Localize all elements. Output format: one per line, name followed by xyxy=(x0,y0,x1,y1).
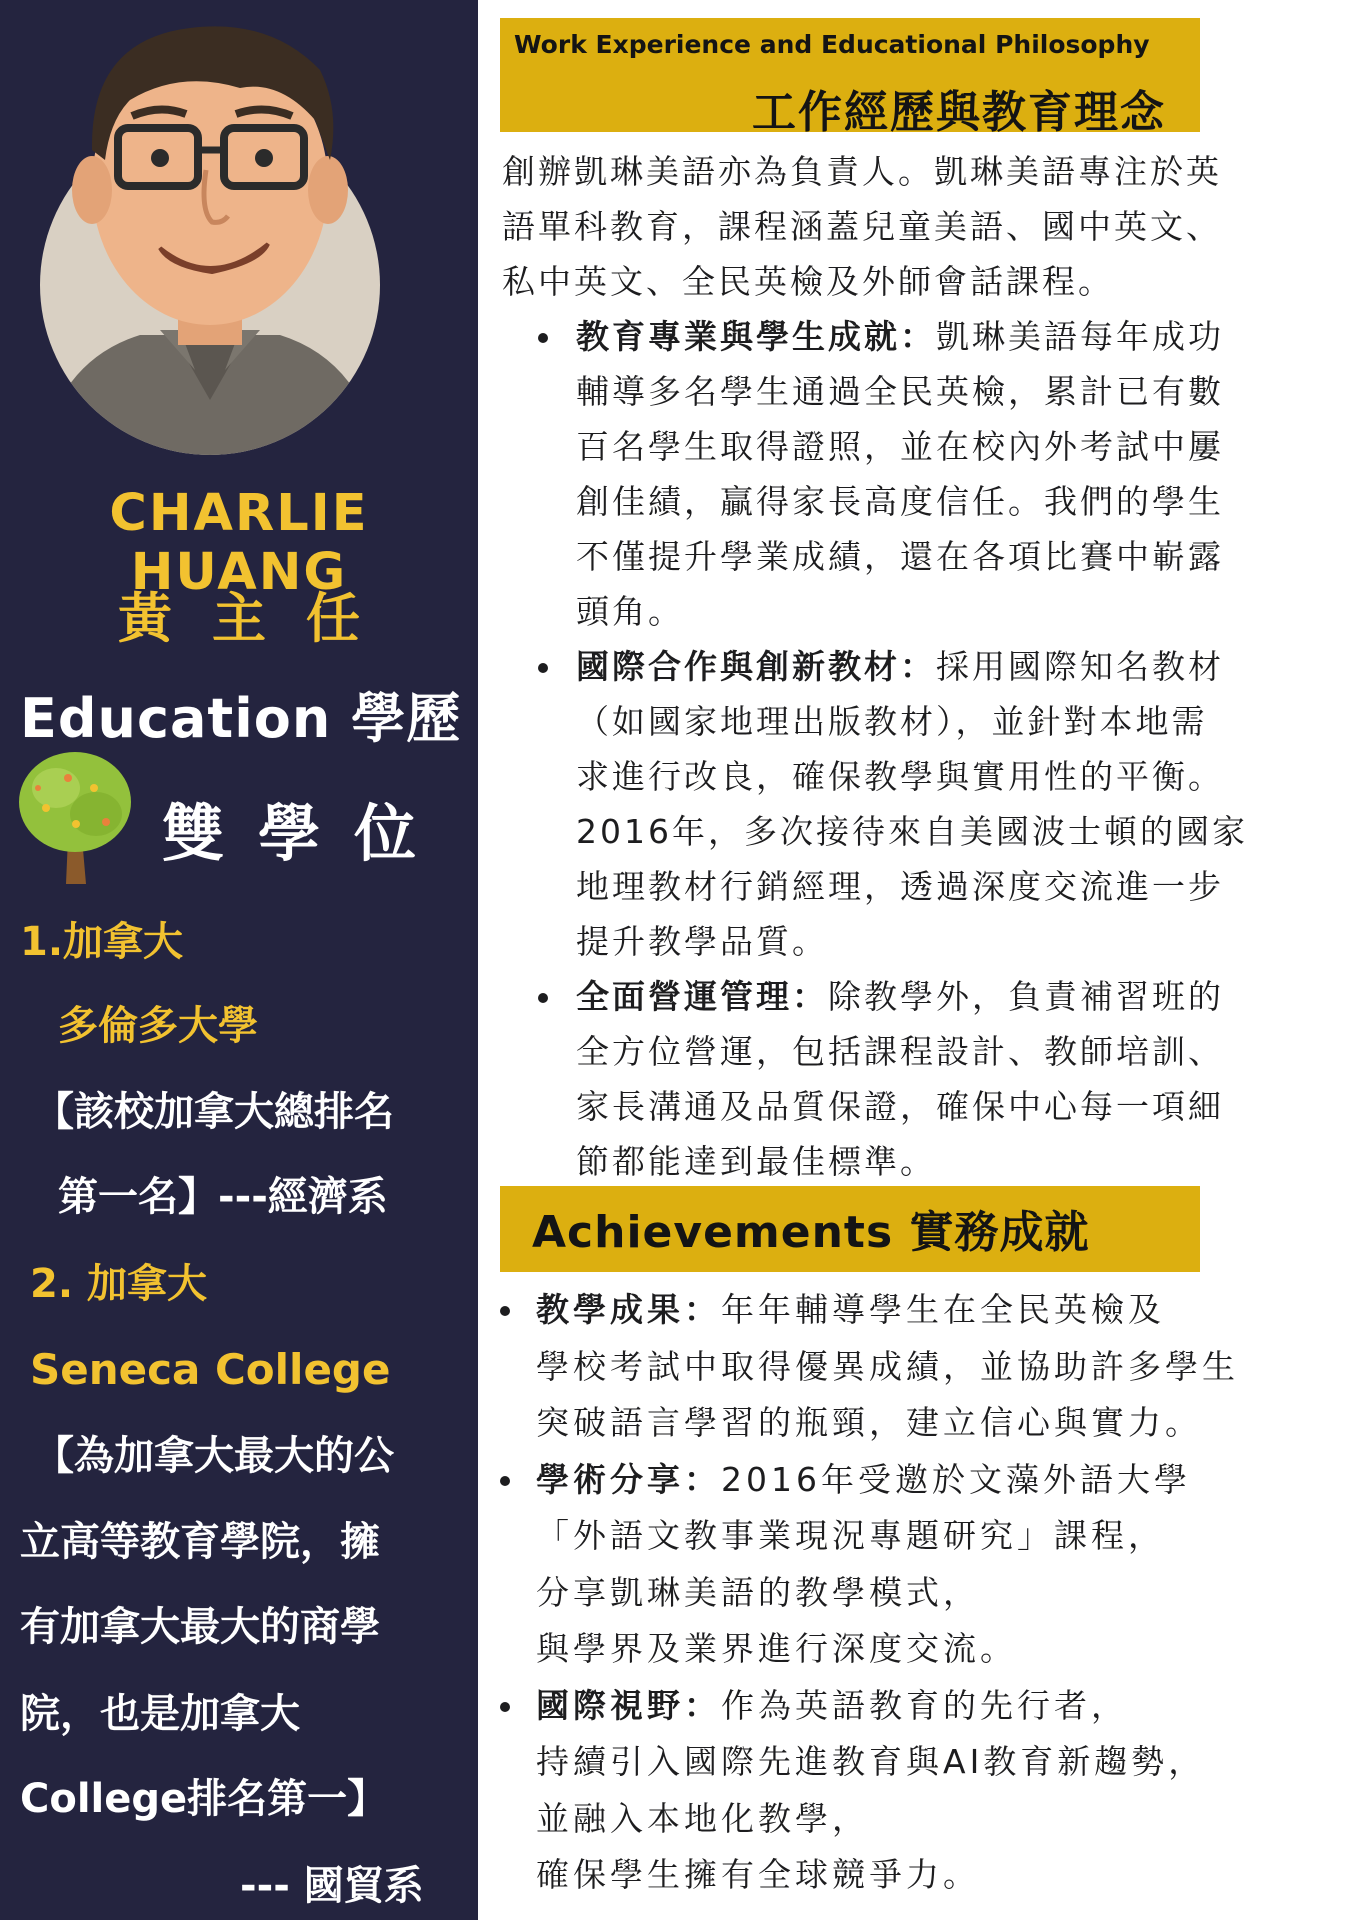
intro-line: 語單科教育，課程涵蓋兒童美語、國中英文、 xyxy=(502,207,1222,246)
name-chinese: 黃主任 xyxy=(118,587,400,650)
bullet-text: 2016年，多次接待來自美國波士頓的國家 xyxy=(576,812,1248,851)
bullet-text: 採用國際知名教材 xyxy=(936,647,1224,686)
list-item xyxy=(500,1452,1350,1678)
work-subtitle: Work Experience and Educational Philosophy xyxy=(514,30,1150,59)
degree-label: 雙學位 xyxy=(162,797,451,870)
avatar-illustration xyxy=(20,0,400,455)
education-heading: Education 學歷 xyxy=(20,687,462,750)
bullet-text: 並融入本地化教學， xyxy=(536,1798,869,1838)
edu-line: College排名第一】 xyxy=(20,1776,388,1822)
list-item xyxy=(500,1282,1350,1452)
bullet-text: 提升教學品質。 xyxy=(576,922,828,961)
edu-line: 多倫多大學 xyxy=(58,1003,258,1049)
list-item xyxy=(538,969,1338,1189)
bullet-text: 與學界及業界進行深度交流。 xyxy=(536,1629,1017,1668)
name-english: CHARLIE HUANG xyxy=(109,484,369,602)
bullet-text: 百名學生取得證照，並在校內外考試中屢 xyxy=(576,427,1224,466)
bullet-text: 求進行改良，確保教學與實用性的平衡。 xyxy=(576,757,1224,796)
achievements-title: Achievements 實務成就 xyxy=(532,1207,1090,1258)
bullet-text: 作為英語教育的先行者， xyxy=(721,1685,1128,1725)
list-item xyxy=(538,309,1338,639)
work-intro xyxy=(502,144,1332,309)
bullet-text: 確保學生擁有全球競爭力。 xyxy=(536,1855,980,1894)
bullet-label: 教學成果： xyxy=(536,1290,721,1329)
achievements-bullet-list xyxy=(500,1282,1350,1904)
bullet-text: 頭角。 xyxy=(576,592,684,631)
list-item xyxy=(500,1678,1350,1904)
achievements-section-header xyxy=(500,1186,1200,1272)
bullet-text: 節都能達到最佳標準。 xyxy=(576,1142,936,1181)
tree-icon xyxy=(16,748,134,886)
bullet-text: 「外語文教事業現況專題研究」課程， xyxy=(536,1516,1165,1555)
bullet-text: （如國家地理出版教材），並針對本地需 xyxy=(576,702,1208,741)
bullet-text: 年年輔導學生在全民英檢及 xyxy=(721,1290,1165,1329)
bullet-text: 持續引入國際先進教育與AI教育新趨勢， xyxy=(536,1742,1206,1781)
edu-line: Seneca College xyxy=(30,1345,391,1394)
bullet-text: 除教學外，負責補習班的 xyxy=(828,977,1224,1016)
bullet-text: 凱琳美語每年成功 xyxy=(936,317,1224,356)
bullet-label: 學術分享： xyxy=(536,1459,721,1499)
bullet-text: 地理教材行銷經理，透過深度交流進一步 xyxy=(576,867,1224,906)
bullet-text: 突破語言學習的瓶頸，建立信心與實力。 xyxy=(536,1403,1202,1442)
edu-line: 2. 加拿大 xyxy=(30,1261,207,1307)
list-item xyxy=(538,639,1338,969)
edu-line: 第一名】---經濟系 xyxy=(58,1174,388,1220)
edu-line: 1.加拿大 xyxy=(20,919,184,965)
bullet-text: 全方位營運，包括課程設計、教師培訓、 xyxy=(576,1032,1224,1071)
bullet-text: 2016年受邀於文藻外語大學 xyxy=(721,1459,1191,1499)
bullet-text: 輔導多名學生通過全民英檢，累計已有數 xyxy=(576,372,1224,411)
bullet-text: 家長溝通及品質保證，確保中心每一項細 xyxy=(576,1087,1224,1126)
bullet-label: 教育專業與學生成就： xyxy=(576,317,936,356)
bullet-text: 學校考試中取得優異成績，並協助許多學生 xyxy=(536,1346,1239,1386)
edu-line: 【為加拿大最大的公 xyxy=(34,1433,394,1479)
work-bullet-list xyxy=(538,309,1338,1189)
intro-line: 私中英文、全民英檢及外師會話課程。 xyxy=(502,262,1114,301)
work-section-header xyxy=(500,18,1200,138)
bullet-label: 全面營運管理： xyxy=(576,977,828,1016)
edu-line: 立高等教育學院，擁 xyxy=(20,1519,380,1565)
intro-line: 創辦凱琳美語亦為負責人。凱琳美語專注於英 xyxy=(502,152,1222,191)
edu-line: 有加拿大最大的商學 xyxy=(20,1604,380,1650)
profile-sidebar xyxy=(0,0,478,1920)
edu-line: --- 國貿系 xyxy=(240,1863,424,1909)
bullet-label: 國際合作與創新教材： xyxy=(576,647,936,686)
bullet-label: 國際視野： xyxy=(536,1685,721,1725)
edu-line: 【該校加拿大總排名 xyxy=(34,1089,394,1135)
edu-line: 院，也是加拿大 xyxy=(20,1691,300,1737)
work-title: 工作經歷與教育理念 xyxy=(752,87,1166,138)
bullet-text: 不僅提升學業成績，還在各項比賽中嶄露 xyxy=(576,537,1224,576)
bullet-text: 創佳績，贏得家長高度信任。我們的學生 xyxy=(576,482,1224,521)
bullet-text: 分享凱琳美語的教學模式， xyxy=(536,1572,980,1612)
